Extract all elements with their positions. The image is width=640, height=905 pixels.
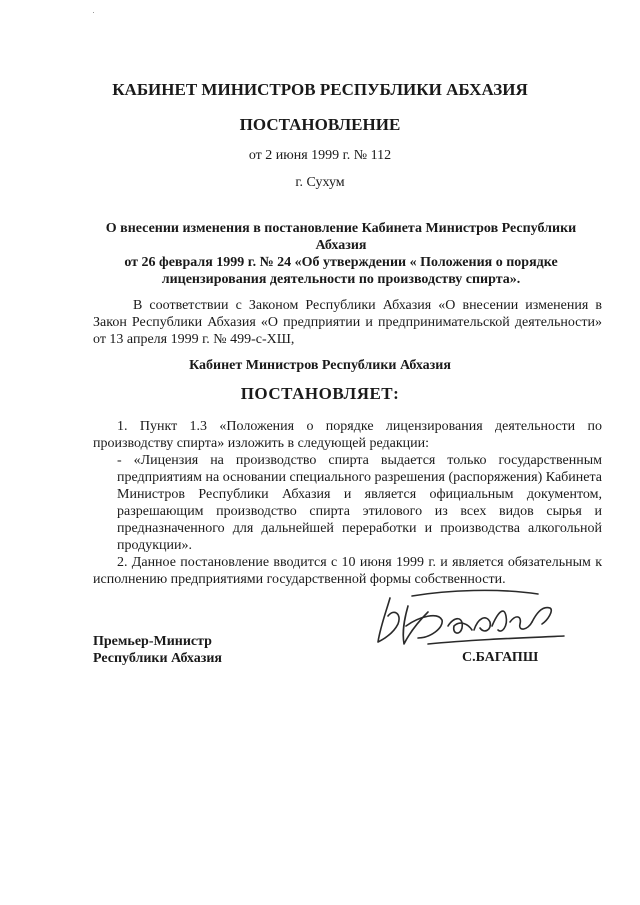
decree-item-1: 1. Пункт 1.3 «Положения о порядке лицензирования деятельности по производству спирта» изложить в следующей редакции: xyxy=(93,419,602,451)
subject-line: лицензирования деятельности по производству спирта». xyxy=(161,272,521,287)
decree-item-1-quote: - «Лицензия на производство спирта выдается только государственным предприятиям на основании специального разрешения (распоряжения) Кабинета Министров Республики Абхазия и является официальным документом, разрешающим производство спирта этилового из всех видов сырья и предназначенного для дальнейшей переработки и производства алкогольной продукции». xyxy=(117,453,602,553)
scan-speck xyxy=(93,12,94,13)
document-subject xyxy=(80,220,602,288)
document-city: г. Сухум xyxy=(295,175,345,190)
signatory-title-line: Республики Абхазия xyxy=(93,651,223,666)
document-date-number: от 2 июня 1999 г. № 112 xyxy=(248,148,392,163)
decree-items xyxy=(93,418,602,588)
issuing-body: Кабинет Министров Республики Абхазия xyxy=(189,358,451,373)
issuing-organization: КАБИНЕТ МИНИСТРОВ РЕСПУБЛИКИ АБХАЗИЯ xyxy=(112,80,528,99)
signatory-title xyxy=(93,633,222,667)
decree-verb: ПОСТАНОВЛЯЕТ: xyxy=(240,384,400,403)
handwritten-signature xyxy=(368,586,568,652)
signatory-title-line: Премьер-Министр xyxy=(93,634,212,649)
document-type: ПОСТАНОВЛЕНИЕ xyxy=(239,115,401,134)
subject-line: О внесении изменения в постановление Кабинета Министров Республики Абхазия xyxy=(105,221,577,253)
subject-line: от 26 февраля 1999 г. № 24 «Об утверждении « Положения о порядке xyxy=(124,255,558,270)
decree-item-2: 2. Данное постановление вводится с 10 июня 1999 г. и является обязательным к исполнению предприятиями государственной формы собственности. xyxy=(93,555,602,587)
signatory-name: С.БАГАПШ xyxy=(462,650,539,665)
preamble-paragraph: В соответствии с Законом Республики Абхазия «О внесении изменения в Закон Республики Абхазия «О предприятии и предпринимательской деятельности» от 13 апреля 1999 г. № 499-с-ХШ, xyxy=(93,298,602,347)
